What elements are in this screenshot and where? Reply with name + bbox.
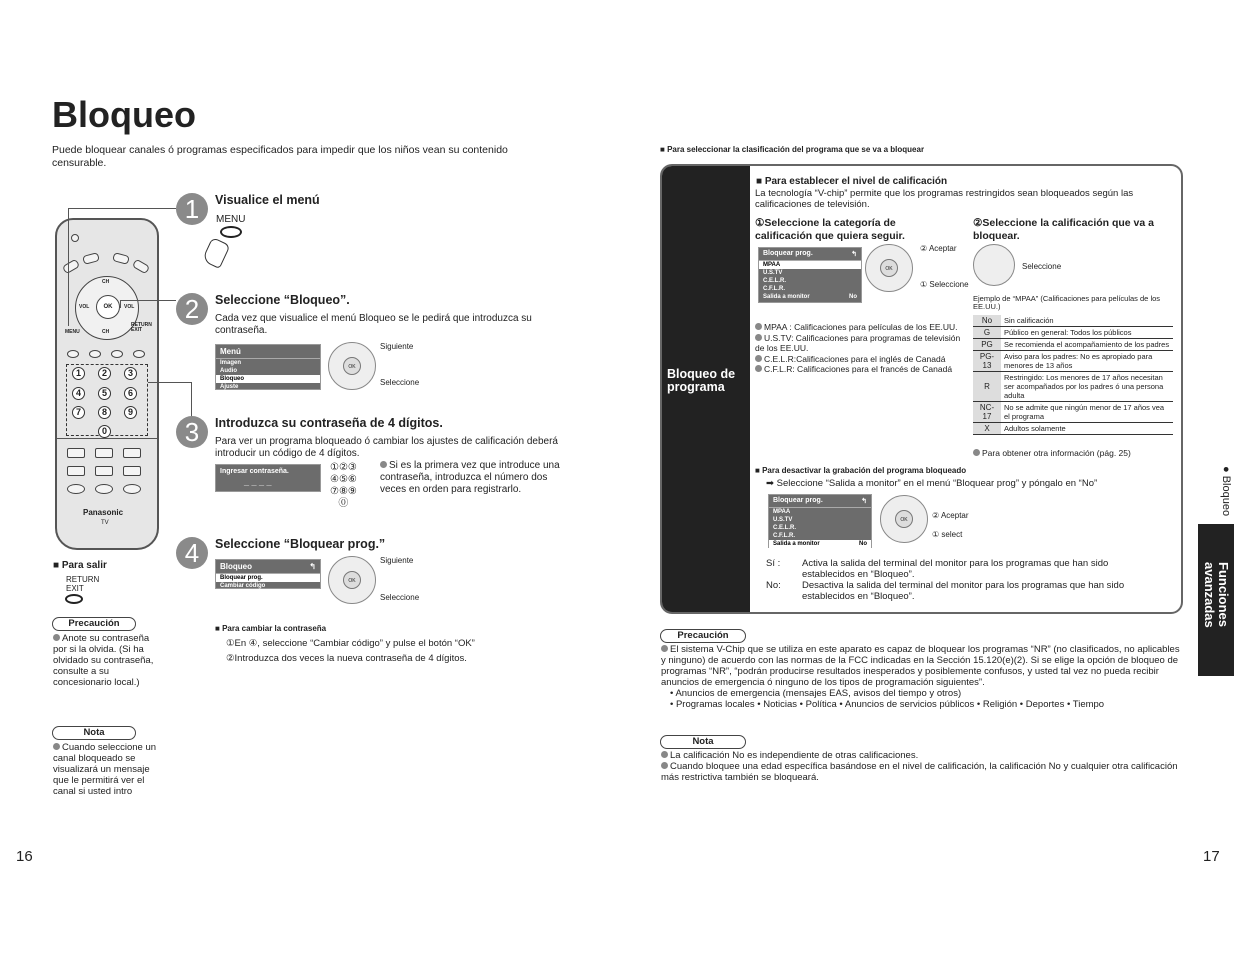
bullet-icon [755, 323, 762, 330]
return-arrow-icon: ↰ [861, 498, 867, 505]
bullet-icon [661, 762, 668, 769]
panel-side-label: Bloqueo de programa [667, 367, 736, 394]
menu-item-salida [769, 540, 871, 548]
menu-item-bloqueo: Bloqueo [216, 375, 320, 383]
return-exit-label [66, 575, 99, 593]
deactivate-heading-text: Para desactivar la grabación del programa bloqueado [762, 466, 967, 475]
menu-item-imagen: Imagen [220, 360, 242, 366]
bullet-icon [973, 449, 980, 456]
table-row [973, 423, 1173, 435]
table-row [973, 315, 1173, 327]
deactivate-text-content: Seleccione “Salida a monitor” en el menú “Bloquear prog” y póngalo en “No” [776, 478, 1098, 489]
pointing-hand-icon [201, 237, 230, 269]
category-celr [755, 354, 965, 365]
category-mpaa-text: MPAA : Calificaciones para películas de los EE.UU. [764, 322, 958, 332]
ratings-table [973, 315, 1173, 435]
remote-control-illustration [55, 218, 159, 550]
deactivate-heading: ■ Para desactivar la grabación del programa bloqueado [755, 466, 967, 475]
connector-line [68, 208, 69, 326]
precaucion-label-right: Precaución [660, 629, 746, 643]
digit-keys-icon: ①②③ ④⑤⑥ ⑦⑧⑨ ⓪ [330, 462, 357, 509]
menu-item-celr: C.E.L.R. [773, 525, 797, 531]
precaucion-main [661, 644, 1181, 688]
page-title: Bloqueo [52, 94, 196, 135]
rating-desc: Adultos solamente [1001, 423, 1173, 435]
connector-line [120, 300, 176, 301]
intro-text: Puede bloquear canales ó programas especificados para impedir que los niños vean su contenido censurable. [52, 144, 508, 169]
num-key-2: 2 [98, 367, 111, 380]
num-key-8: 8 [98, 406, 111, 419]
rating-desc: Aviso para los padres: No es apropiado para menores de 13 años [1001, 351, 1173, 372]
callout-seleccione-2: Seleccione [1022, 262, 1062, 271]
remote-key [123, 484, 141, 494]
num-key-1: 1 [72, 367, 85, 380]
rating-desc: No se admite que ningún menor de 17 años vea el programa [1001, 402, 1173, 423]
navigation-dial-icon: OK [880, 495, 928, 543]
menu-button-label: MENU [216, 214, 246, 225]
table-row [973, 339, 1173, 351]
remote-key [67, 466, 85, 476]
rating-code: No [973, 315, 1001, 327]
menu-item-salida [759, 293, 861, 301]
callout-aceptar-2-text: Aceptar [940, 511, 969, 520]
menu-item-cflr: C.F.L.R. [773, 533, 795, 539]
return-arrow-icon: ↰ [851, 251, 857, 258]
rating-desc: Se recomienda el acompañamiento de los padres [1001, 339, 1173, 351]
step-4-heading: Seleccione “Bloquear prog.” [215, 537, 386, 551]
num-key-5: 5 [98, 387, 111, 400]
rating-code: PG-13 [973, 351, 1001, 372]
si-label: Sí : [766, 558, 781, 569]
step-1-number: 1 [176, 193, 208, 225]
tab-funciones-text: Funciones avanzadas [1202, 562, 1231, 628]
bloquear-prog-screen-2 [768, 494, 872, 548]
panel-sidebar [662, 166, 750, 612]
col1-heading: ①Seleccione la categoría de calificación que quiera seguir. [755, 217, 905, 242]
level-heading: ■ Para establecer el nivel de calificación [756, 176, 948, 187]
callout-aceptar: ② Aceptar [920, 244, 957, 253]
category-cflr-text: C.F.L.R: Calificaciones para el francés de Canadá [764, 364, 953, 374]
tab-bloqueo-text: ● Bloqueo [1220, 466, 1232, 517]
power-button-icon [71, 234, 79, 242]
si-text: Activa la salida del terminal del monitor para los programas que han sido establecidos en “Bloqueo”. [802, 558, 1109, 580]
return-button-icon [65, 594, 83, 604]
bullet-icon [661, 751, 668, 758]
bullet-icon [53, 743, 60, 750]
remote-key [123, 448, 141, 458]
salida-value: No [859, 541, 867, 547]
connector-line [148, 382, 192, 383]
menu-item-ustv: U.S.TV [763, 270, 783, 276]
remote-return-label: RETURN EXIT [131, 322, 152, 333]
menu-item-audio: Audio [220, 368, 237, 374]
menu-screen-title: Menú [216, 345, 320, 359]
salida-label: Salida a monitor [763, 294, 810, 300]
categories-list [755, 322, 965, 375]
nota-label: Nota [52, 726, 136, 740]
callout-seleccione: Seleccione [380, 378, 420, 387]
precaucion-text-content: Anote su contraseña por si la olvida. (Si ha olvidado su contraseña, consulte a su concesionario local.) [53, 633, 154, 688]
step-3-text: Para ver un programa bloqueado ó cambiar los ajustes de calificación deberá introducir un código de 4 dígitos. [215, 436, 558, 459]
step-3-heading: Introduzca su contraseña de 4 dígitos. [215, 416, 443, 430]
screen-title-text: Bloquear prog. [773, 497, 823, 504]
password-title: Ingresar contraseña. [220, 468, 289, 475]
remote-key [132, 259, 150, 275]
change-code-step-2: ②Introduzca dos veces la nueva contraseña de 4 dígitos. [226, 653, 467, 664]
precaucion-main-text: El sistema V-Chip que se utiliza en este aparato es capaz de bloquear los programas “NR” (no clasificados, no aplicables y ninguno) de acuerdo con las normas de la FCC indicadas en la Sección 15.120(e)(2). Si se elige la opción de bloqueo de programas “NR”, “podrán producirse resultados inesperados y posiblemente confusos, y usted tal vez no pueda recibir anuncios de emergencia ó ninguno de los tipos de programación siguientes”. [661, 644, 1180, 688]
navigation-dial-icon: OK [328, 556, 376, 604]
nota-text [53, 742, 165, 797]
ok-button: OK [96, 295, 120, 319]
page-number-left: 16 [16, 848, 33, 865]
menu-item-ajuste: Ajuste [220, 384, 239, 390]
salida-label: Salida a monitor [773, 541, 820, 547]
bloqueo-title-text: Bloqueo [220, 562, 252, 571]
step-1-heading: Visualice el menú [215, 193, 320, 207]
rating-code: G [973, 327, 1001, 339]
salida-value: No [849, 294, 857, 300]
callout-aceptar-2: ② Aceptar [932, 511, 969, 520]
vol-left-label: VOL [79, 304, 90, 310]
remote-key [112, 252, 130, 265]
remote-key [123, 466, 141, 476]
bloquear-prog-screen [758, 247, 862, 303]
remote-key [67, 484, 85, 494]
step-2-heading: Seleccione “Bloqueo”. [215, 293, 350, 307]
step-4-number: 4 [176, 537, 208, 569]
precaucion-sub-1: • Anuncios de emergencia (mensajes EAS, avisos del tiempo y otros) [670, 688, 962, 699]
menu-button-icon [220, 226, 242, 238]
precaucion-text-right [661, 644, 1181, 710]
category-cflr [755, 364, 965, 375]
num-key-3: 3 [124, 367, 137, 380]
callout-seleccione-text: Seleccione [929, 280, 969, 289]
callout-select-2-text: select [941, 530, 963, 539]
bullet-icon [755, 355, 762, 362]
level-text: La tecnología “V-chip” permite que los programas restringidos sean bloqueados según las calificaciones de televisión. [755, 188, 1134, 210]
bloqueo-programa-panel [660, 164, 1183, 614]
no-text: Desactiva la salida del terminal del monitor para los programas que han sido establecidos en “Bloqueo”. [802, 580, 1125, 602]
divider [57, 438, 157, 439]
password-screen [215, 464, 321, 492]
precaucion-text [53, 633, 161, 688]
rating-code: PG [973, 339, 1001, 351]
change-code-step-1: ①En ④, seleccione “Cambiar código” y pulse el botón “OK” [226, 638, 475, 649]
screen-title-text: Bloquear prog. [763, 250, 813, 257]
nota-line-2 [661, 761, 1181, 783]
nota-line-1 [661, 750, 1181, 761]
tab-funciones-avanzadas [1198, 524, 1234, 676]
exit-heading: ■ Para salir [53, 560, 107, 571]
bullet-icon [53, 634, 60, 641]
step-2-text: Cada vez que visualice el menú Bloqueo se le pedirá que introduzca su contraseña. [215, 313, 532, 336]
exit-label: EXIT [66, 584, 84, 593]
remote-key [62, 259, 80, 275]
exit-heading-text: Para salir [61, 560, 107, 571]
menu-item-cambiar-codigo: Cambiar código [220, 583, 266, 589]
num-key-6: 6 [124, 387, 137, 400]
navigation-dial-icon: OK [865, 244, 913, 292]
bloqueo-screen-title [216, 560, 320, 574]
ch-up-label: CH [102, 279, 110, 285]
menu-item-celr: C.E.L.R. [763, 278, 787, 284]
table-row [973, 327, 1173, 339]
password-value: _ _ _ _ [244, 477, 272, 487]
rating-code: R [973, 372, 1001, 402]
menu-item-ustv: U.S.TV [773, 517, 793, 523]
table-row [973, 372, 1173, 402]
page-number-right: 17 [1203, 848, 1220, 865]
num-key-7: 7 [72, 406, 85, 419]
callout-aceptar-text: Aceptar [928, 244, 957, 253]
change-code-heading: ■ Para cambiar la contraseña [215, 624, 327, 633]
precaucion-label: Precaución [52, 617, 136, 631]
num-key-9: 9 [124, 406, 137, 419]
remote-key [82, 252, 100, 265]
remote-key [67, 350, 79, 358]
menu-item-bloquear-prog: Bloquear prog. [216, 574, 320, 582]
remote-model-label: TV [101, 520, 109, 526]
step-3-note [380, 460, 565, 496]
bullet-icon [755, 334, 762, 341]
rating-desc: Restringido: Los menores de 17 años necesitan ser acompañados por los padres ó una persona adulta [1001, 372, 1173, 402]
callout-seleccione: ① Seleccione [920, 280, 969, 289]
remote-key [133, 350, 145, 358]
rating-desc: Público en general: Todos los públicos [1001, 327, 1173, 339]
remote-menu-label: MENU [65, 329, 80, 335]
rating-code: NC-17 [973, 402, 1001, 423]
callout-siguiente-4: Siguiente [380, 556, 414, 565]
connector-line [191, 382, 192, 418]
remote-key [67, 448, 85, 458]
connector-line [68, 208, 176, 209]
remote-key [95, 448, 113, 458]
tab-bloqueo [1220, 466, 1234, 522]
nota-label-right: Nota [660, 735, 746, 749]
category-celr-text: C.E.L.R:Calificaciones para el inglés de Canadá [764, 353, 946, 364]
category-ustv [755, 333, 965, 354]
return-arrow-icon: ↰ [309, 562, 316, 571]
ch-down-label: CH [102, 329, 110, 335]
more-info-text: Para obtener otra información (pág. 25) [982, 448, 1131, 458]
step-2-number: 2 [176, 293, 208, 325]
select-dial-icon [973, 244, 1015, 286]
return-label: RETURN [66, 575, 100, 584]
nota-text-right [661, 750, 1181, 783]
bullet-icon [380, 461, 387, 468]
table-row [973, 351, 1173, 372]
menu-item-mpaa: MPAA [773, 509, 791, 515]
precaucion-sub-2: • Programas locales • Noticias • Política • Anuncios de servicios públicos • Religión • Deportes • Tiempo [670, 699, 1105, 710]
navigation-pad-icon [75, 276, 139, 340]
example-caption: Ejemplo de “MPAA” (Calificaciones para películas de los EE.UU.) [973, 294, 1161, 311]
remote-key [89, 350, 101, 358]
nota-line-2-text: Cuando bloquee una edad específica basándose en el nivel de calificación, la calificación No y cualquier otra calificación más restrictiva también se bloqueará. [661, 761, 1178, 783]
rating-desc: Sin calificación [1001, 315, 1173, 327]
rating-code: X [973, 423, 1001, 435]
num-key-4: 4 [72, 387, 85, 400]
screen-title [759, 248, 861, 261]
vol-right-label: VOL [124, 304, 135, 310]
col2-heading: ②Seleccione la calificación que va a bloquear. [973, 217, 1154, 242]
menu-item-mpaa: MPAA [759, 261, 861, 269]
nota-line-1-text: La calificación No es independiente de otras calificaciones. [670, 750, 919, 761]
step-3-number: 3 [176, 416, 208, 448]
step-3-note-text: Si es la primera vez que introduce una contraseña, introduzca el número dos veces en orden para registrarlo. [380, 460, 560, 495]
remote-key [111, 350, 123, 358]
callout-siguiente: Siguiente [380, 342, 414, 351]
bullet-icon [755, 365, 762, 372]
callout-select-2: ① select [932, 530, 963, 539]
remote-key [95, 484, 113, 494]
more-info [973, 448, 1131, 458]
num-key-0: 0 [98, 425, 111, 438]
navigation-dial-icon: OK [328, 342, 376, 390]
callout-seleccione-4: Seleccione [380, 593, 420, 602]
category-mpaa [755, 322, 965, 333]
nota-text-content: Cuando seleccione un canal bloqueado se visualizará un mensaje que le permitirá ver el canal si usted intro [53, 742, 157, 797]
screen-title [769, 495, 871, 508]
brand-logo: Panasonic [83, 508, 124, 517]
deactivate-text: ➡ Seleccione “Salida a monitor” en el menú “Bloquear prog” y póngalo en “No” [766, 478, 1098, 489]
menu-item-cflr: C.F.L.R. [763, 286, 785, 292]
section-heading: ■ Para seleccionar la clasificación del programa que se va a bloquear [660, 145, 925, 154]
category-ustv-text: U.S.TV: Calificaciones para programas de televisión de los EE.UU. [755, 332, 961, 353]
bloqueo-screen [215, 559, 321, 589]
section-heading-text: Para seleccionar la clasificación del programa que se va a bloquear [667, 145, 925, 154]
connector-line [120, 300, 121, 308]
no-label: No: [766, 580, 781, 591]
level-heading-text: Para establecer el nivel de calificación [764, 176, 948, 187]
change-code-heading-text: Para cambiar la contraseña [222, 624, 327, 633]
bullet-icon [661, 645, 668, 652]
table-row [973, 402, 1173, 423]
menu-screen [215, 344, 321, 390]
remote-key [95, 466, 113, 476]
